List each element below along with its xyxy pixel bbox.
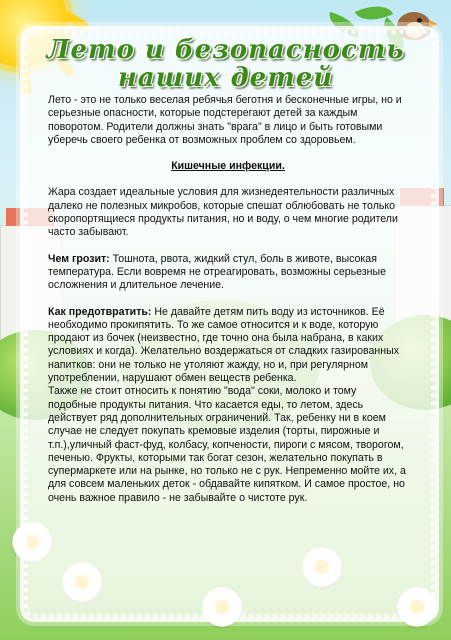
article-body (48, 94, 408, 505)
prevent-text: Не давайте детям пить воду из источников. Её необходимо прокипятить. То же самое относится и к воде, которую продают из бочек (неизвестно, где точно она была набрана, в каких условиях и когда). Желательно воздержаться от сладких газированных напитков: они не только не утоляют жажду, но и, при регулярном употреблении, нарушают обмен веществ ребенка. (48, 305, 399, 385)
prevent-label: Как предотвратить: (48, 305, 152, 318)
paragraph-heat: Жара создает идеальные условия для жизнедеятельности различных далеко не полезных микробов, которые спешат облюбовать не только скоропортящиеся продукты питания, но и воду, о чем многие родители часто забывают. (48, 186, 398, 239)
title-line-2: наших детей (117, 63, 334, 93)
page-title (0, 36, 451, 92)
section-heading: Кишечные инфекции. (171, 160, 285, 173)
paragraph-threat (48, 253, 408, 293)
intro-paragraph: Лето - это не только веселая ребячья беготня и бесконечные игры, но и серьезные опасности, которые подстерегают детей за каждым поворотом. Родители должны знать "врага" в лицо и быть готовыми уберечь своего ребенка от возможных проблем со здоровьем. (48, 94, 402, 146)
threat-text: Тошнота, рвота, жидкий стул, боль в животе, высокая температура. Если вовремя не отреагировать, возможны серьезные осложнения и длительное лечение. (48, 252, 386, 292)
paragraph-prevent (48, 306, 408, 386)
title-line-1: Лето и безопасность (46, 35, 405, 65)
threat-label: Чем грозит: (48, 252, 110, 265)
paragraph-food: Также не стоит относить к понятию "вода" соки, молоко и тому подобные продукты питания. Что касается еды, то летом, здесь действует ряд дополнительных ограничений. Так, ребенку ни в коем случае не следует покупать кремовые изделия (торты, пирожные и т.п.),уличный фаст-фуд, колбасу, копчености, пироги с мясом, творогом, печенью. Фрукты, которыми так богат сезон, желательно покупать в супермаркете или на рынке, но только не с рук. Непременно мойте их, а для совсем маленьких деток - обдавайте кипятком. И самое простое, но очень важное правило - не забывайте о чистоте рук. (48, 385, 406, 504)
